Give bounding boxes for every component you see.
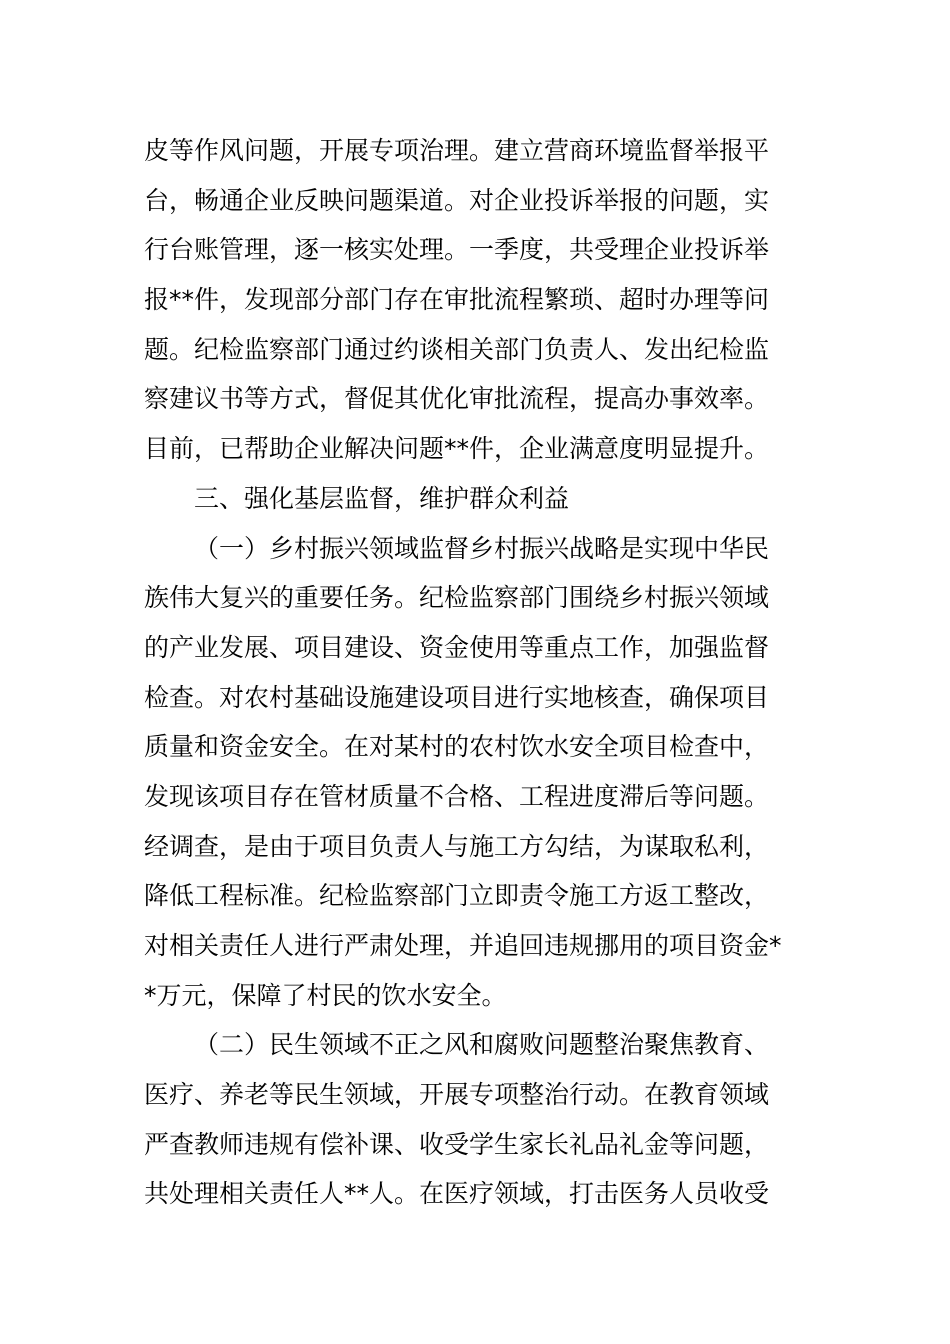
subsection-paragraph-start: （二）民生领域不正之风和腐败问题整治聚焦教育、 bbox=[194, 1030, 770, 1060]
text-line: 族伟大复兴的重要任务。纪检监察部门围绕乡村振兴领域 bbox=[144, 583, 770, 613]
text-line: *万元，保障了村民的饮水安全。 bbox=[144, 980, 507, 1010]
text-line: 医疗、养老等民生领域，开展专项整治行动。在教育领域 bbox=[144, 1080, 770, 1110]
text-line: 发现该项目存在管材质量不合格、工程进度滞后等问题。 bbox=[144, 781, 770, 811]
text-line: 目前，已帮助企业解决问题**件，企业满意度明显提升。 bbox=[144, 434, 770, 464]
text-line: 察建议书等方式，督促其优化审批流程，提高办事效率。 bbox=[144, 384, 770, 414]
text-line: 严查教师违规有偿补课、收受学生家长礼品礼金等问题， bbox=[144, 1129, 770, 1159]
text-line: 对相关责任人进行严肃处理，并追回违规挪用的项目资金* bbox=[144, 931, 782, 960]
text-line: 的产业发展、项目建设、资金使用等重点工作，加强监督 bbox=[144, 632, 770, 662]
text-line: 皮等作风问题，开展专项治理。建立营商环境监督举报平 bbox=[144, 136, 770, 165]
text-line: 行台账管理，逐一核实处理。一季度，共受理企业投诉举 bbox=[144, 235, 770, 265]
text-line: 报**件，发现部分部门存在审批流程繁琐、超时办理等问 bbox=[144, 285, 770, 315]
section-heading: 三、强化基层监督，维护群众利益 bbox=[194, 483, 570, 513]
text-line: 检查。对农村基础设施建设项目进行实地核查，确保项目 bbox=[144, 682, 770, 712]
text-line: 经调查，是由于项目负责人与施工方勾结，为谋取私利， bbox=[144, 831, 770, 861]
text-line: 共处理相关责任人**人。在医疗领域，打击医务人员收受 bbox=[144, 1179, 770, 1209]
text-line: 题。纪检监察部门通过约谈相关部门负责人、发出纪检监 bbox=[144, 334, 770, 364]
subsection-paragraph-start: （一）乡村振兴领域监督乡村振兴战略是实现中华民 bbox=[194, 533, 770, 563]
document-body bbox=[144, 126, 808, 1219]
text-line: 质量和资金安全。在对某村的农村饮水安全项目检查中， bbox=[144, 732, 770, 762]
text-line: 降低工程标准。纪检监察部门立即责令施工方返工整改， bbox=[144, 881, 770, 911]
text-line: 台，畅通企业反映问题渠道。对企业投诉举报的问题，实 bbox=[144, 185, 770, 215]
